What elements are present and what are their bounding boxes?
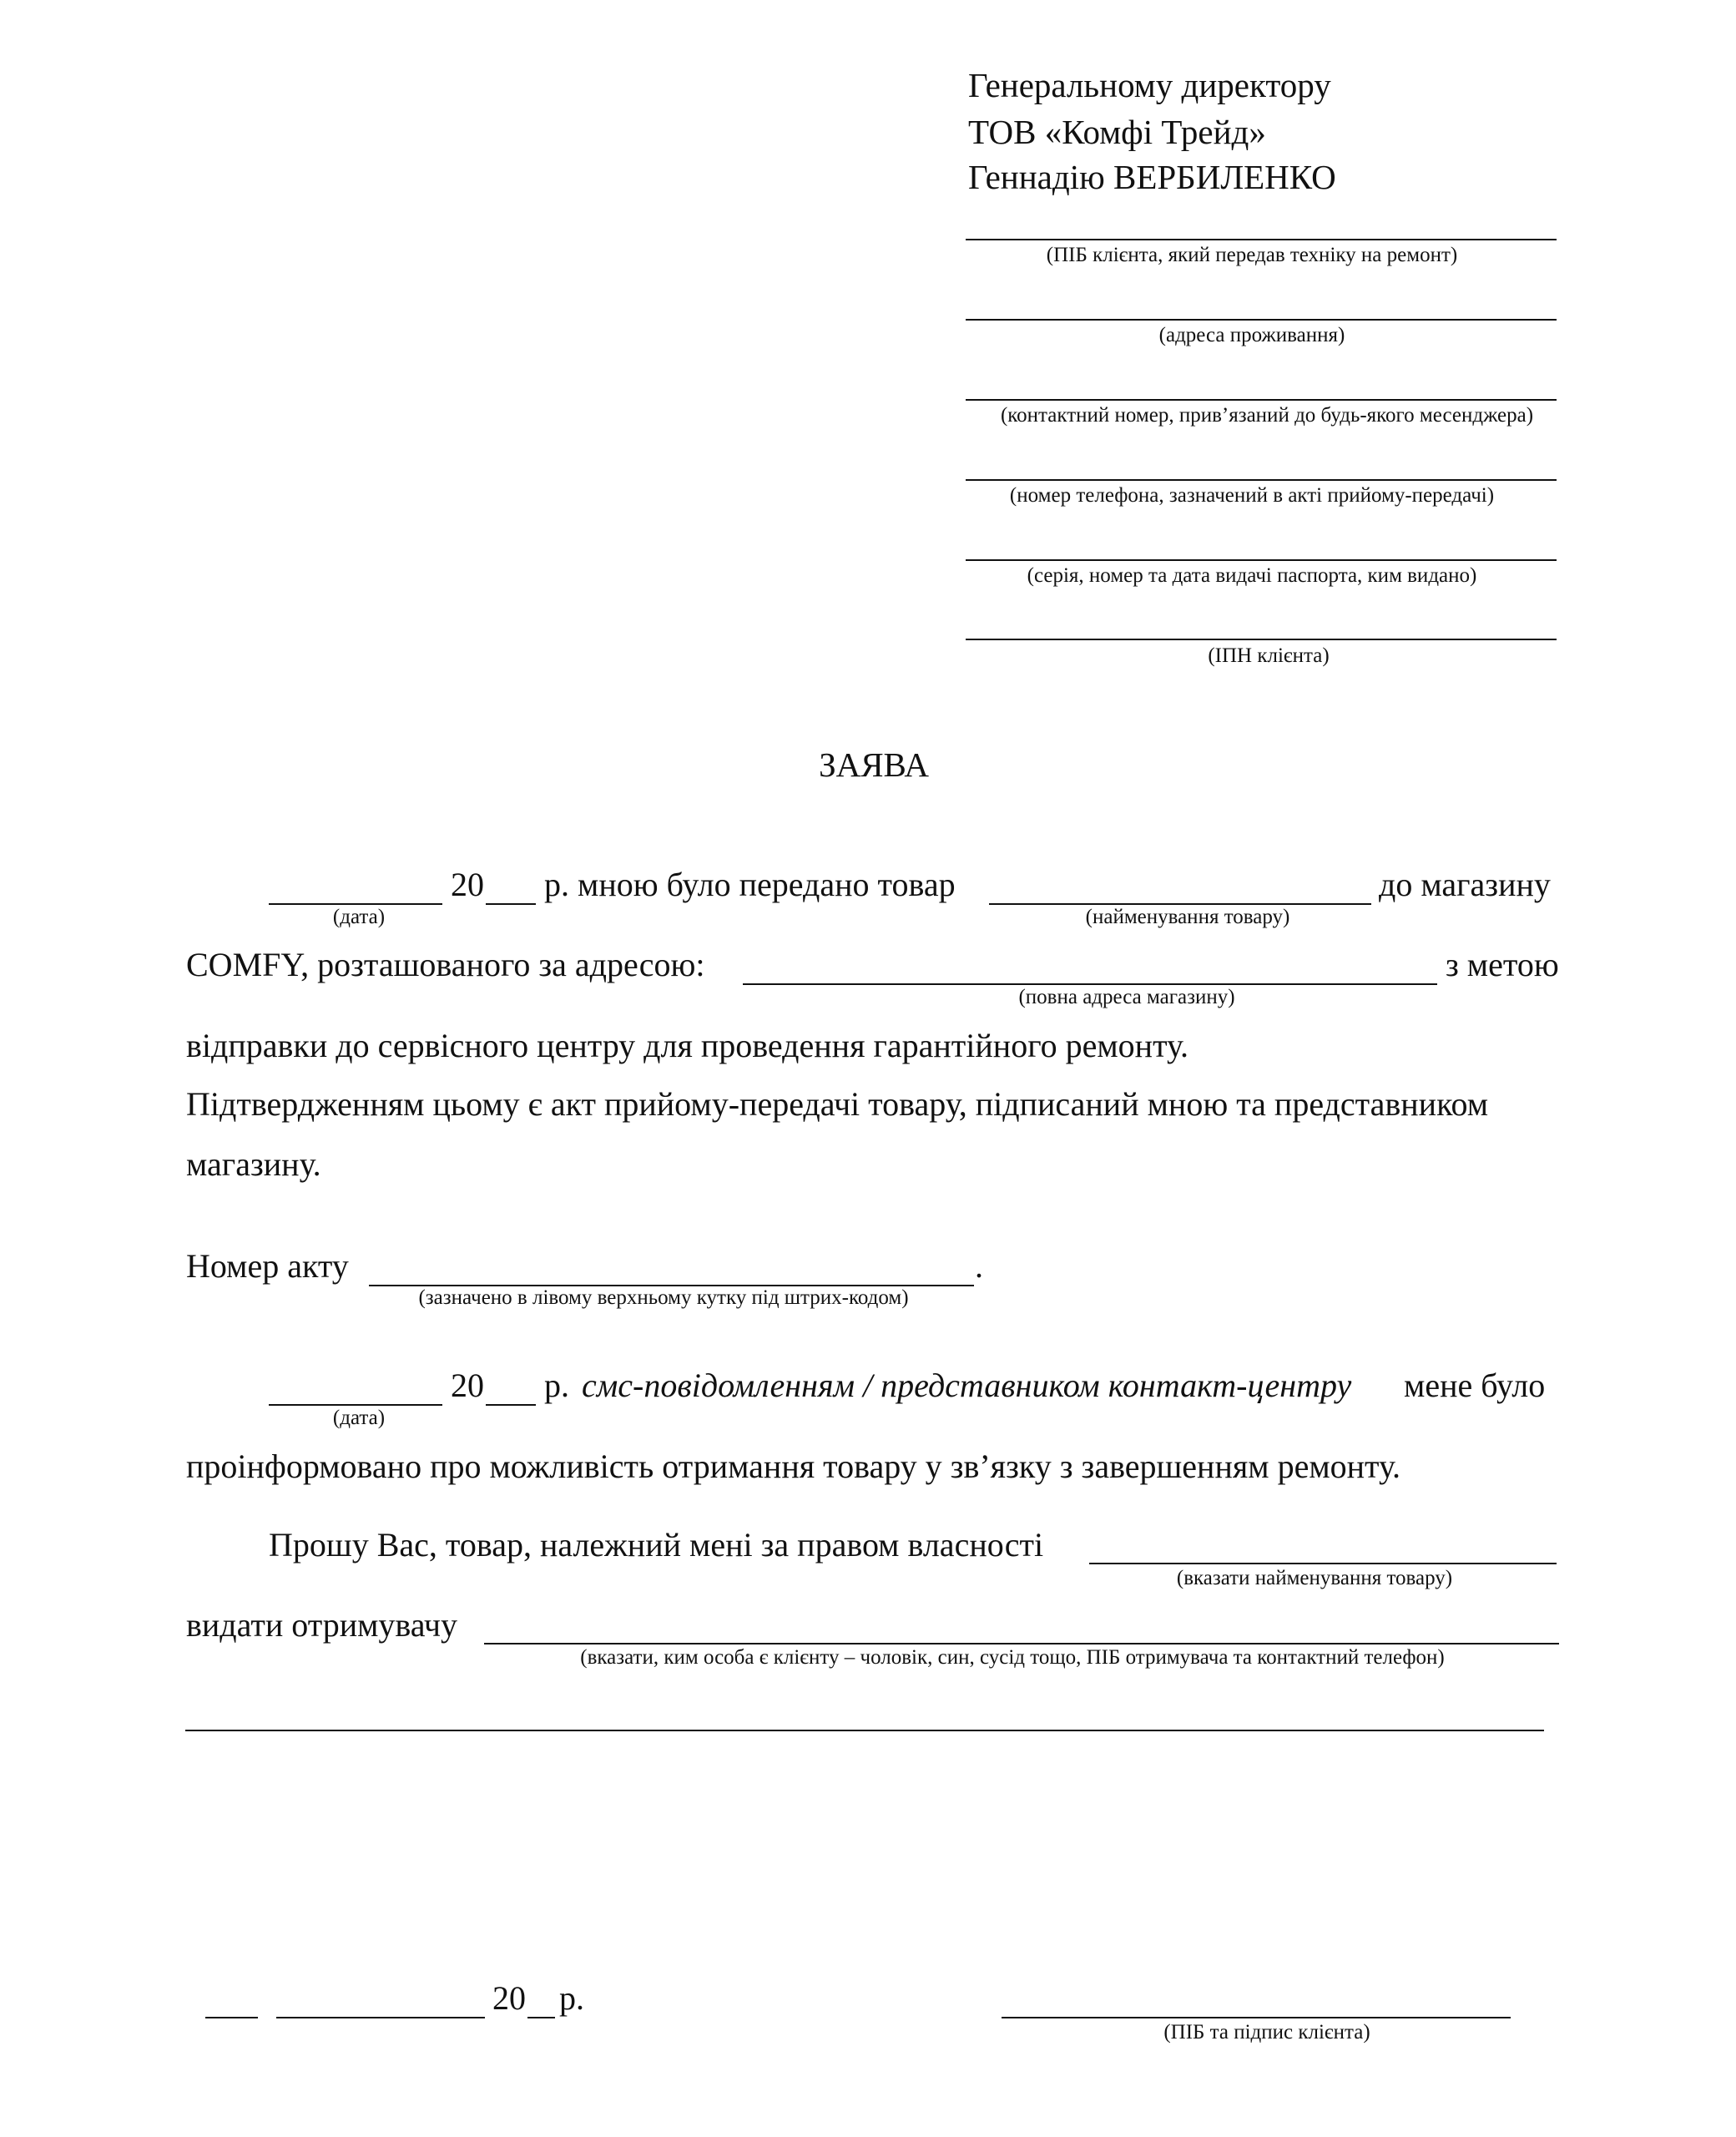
confirmation-line-end: магазину. <box>186 1145 321 1183</box>
store-address-field[interactable] <box>743 983 1437 985</box>
notification-text-b: мене було <box>1404 1367 1546 1404</box>
notification-line-2: проінформовано про можливість отримання товару у зв’язку з завершенням ремонту. <box>186 1447 1400 1485</box>
notification-text-a: р. <box>544 1367 569 1404</box>
client-address-field[interactable] <box>966 319 1557 321</box>
footer-year-prefix: 20 <box>492 1979 526 2017</box>
purpose-line: відправки до сервісного центру для проведення гарантійного ремонту. <box>186 1027 1189 1064</box>
request-product-field[interactable] <box>1089 1563 1557 1564</box>
client-tax-id-field[interactable] <box>966 639 1557 640</box>
handover-year-field[interactable] <box>486 903 536 905</box>
request-line-1: Прошу Вас, товар, належний мені за правом власності <box>269 1526 1044 1564</box>
notification-year-prefix: 20 <box>451 1367 484 1404</box>
document-title: ЗАЯВА <box>819 745 929 784</box>
product-name-field[interactable] <box>989 903 1371 905</box>
store-line-a: COMFY, розташованого за адресою: <box>186 946 705 983</box>
notification-method: смс-повідомленням / представником контакт-центру <box>582 1367 1352 1404</box>
addressee-line-1: Генеральному директору <box>968 66 1331 104</box>
client-signature-field[interactable] <box>1002 2017 1511 2018</box>
store-line-b: з метою <box>1446 946 1559 983</box>
footer-year-field[interactable] <box>527 2017 555 2018</box>
handover-text-a: р. мною було передано товар <box>544 866 956 903</box>
client-name-field[interactable] <box>966 239 1557 240</box>
handover-text-b: до магазину <box>1379 866 1551 903</box>
product-name-caption: (найменування товару) <box>1085 906 1290 928</box>
notification-date-caption: (дата) <box>332 1407 386 1429</box>
client-tax-id-caption: (ІПН клієнта) <box>1208 644 1330 667</box>
confirmation-line: Підтвердженням цьому є акт прийому-передачі товару, підписаний мною та представником <box>186 1085 1489 1123</box>
handover-date-field[interactable] <box>269 903 442 905</box>
act-number-suffix: . <box>975 1247 983 1285</box>
client-signature-caption: (ПІБ та підпис клієнта) <box>1163 2021 1370 2044</box>
client-name-caption: (ПІБ клієнта, який передав техніку на ремонт) <box>1046 244 1458 266</box>
notification-date-field[interactable] <box>269 1404 442 1406</box>
footer-day-field[interactable] <box>205 2017 258 2018</box>
request-product-caption: (вказати найменування товару) <box>1176 1567 1453 1589</box>
client-address-caption: (адреса проживання) <box>1158 324 1345 346</box>
addressee-line-3: Геннадію ВЕРБИЛЕНКО <box>968 158 1336 196</box>
notification-year-field[interactable] <box>486 1404 536 1406</box>
client-act-phone-caption: (номер телефона, зазначений в акті прийому-передачі) <box>1009 484 1495 507</box>
client-messenger-phone-field[interactable] <box>966 399 1557 401</box>
recipient-field-continuation[interactable] <box>185 1730 1544 1731</box>
client-passport-caption: (серія, номер та дата видачі паспорта, ким видано) <box>1027 564 1477 587</box>
request-line-2: видати отримувачу <box>186 1606 458 1644</box>
client-messenger-phone-caption: (контактний номер, прив’язаний до будь-якого месенджера) <box>1000 404 1534 427</box>
addressee-line-2: ТОВ «Комфі Трейд» <box>968 113 1266 151</box>
handover-year-prefix: 20 <box>451 866 484 903</box>
handover-date-caption: (дата) <box>332 906 386 928</box>
recipient-field[interactable] <box>484 1643 1559 1644</box>
footer-year-suffix: р. <box>559 1979 584 2017</box>
store-address-caption: (повна адреса магазину) <box>1018 986 1235 1008</box>
client-passport-field[interactable] <box>966 559 1557 561</box>
act-number-label: Номер акту <box>186 1247 349 1285</box>
footer-month-field[interactable] <box>276 2017 485 2018</box>
recipient-caption: (вказати, ким особа є клієнту – чоловік, син, сусід тощо, ПІБ отримувача та контактний телефон) <box>580 1646 1445 1669</box>
client-act-phone-field[interactable] <box>966 479 1557 481</box>
act-number-caption: (зазначено в лівому верхньому кутку під штрих-кодом) <box>418 1286 909 1309</box>
